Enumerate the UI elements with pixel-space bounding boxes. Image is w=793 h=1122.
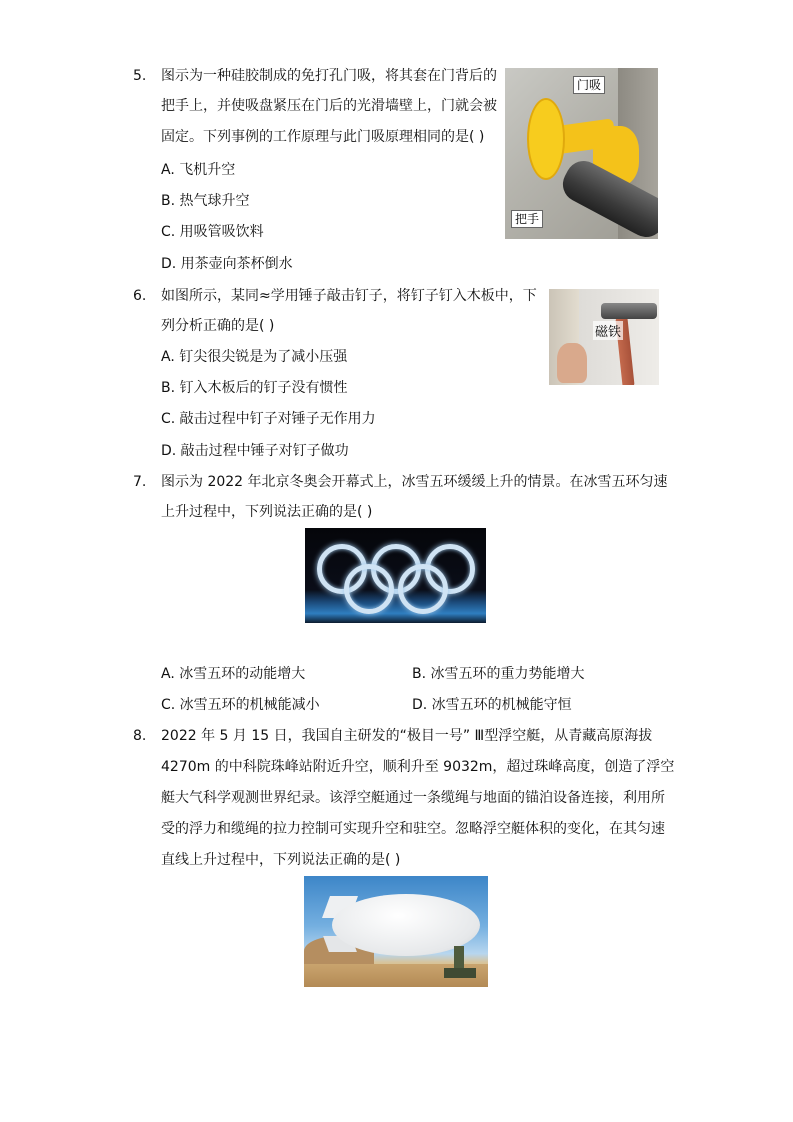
question-text-line: 如图所示，某同≈学用锤子敲击钉子，将钉子钉入木板中，下: [161, 288, 537, 304]
question-text-line: 受的浮力和缆绳的拉力控制可实现升空和驻空。忽略浮空艇体积的变化，在其匀速: [161, 821, 665, 837]
option-c: C. 用吸管吸饮料: [161, 224, 264, 240]
question-text-line: 图示为 2022 年北京冬奥会开幕式上，冰雪五环缓缓上升的情景。在冰雪五环匀速: [161, 474, 668, 490]
question-number: 6.: [133, 288, 147, 304]
suction-cup: [527, 98, 565, 180]
question-number: 8.: [133, 728, 147, 744]
question-text-line: 艇大气科学观测世界纪录。该浮空艇通过一条缆绳与地面的锚泊设备连接，利用所: [161, 790, 665, 806]
option-b: B. 冰雪五环的重力势能增大: [412, 666, 585, 682]
option-d: D. 敲击过程中锤子对钉子做功: [161, 443, 349, 459]
ring-shape: [398, 564, 448, 614]
question-text-line: 图示为一种硅胶制成的免打孔门吸，将其套在门背后的: [161, 68, 497, 84]
option-a: A. 钉尖很尖锐是为了减小压强: [161, 349, 348, 365]
airship-image: [304, 876, 488, 987]
option-c: C. 冰雪五环的机械能减小: [161, 697, 320, 713]
handle-label: 把手: [511, 210, 543, 228]
option-d: D. 冰雪五环的机械能守恒: [412, 697, 572, 713]
question-text-line: 4270m 的中科院珠峰站附近升空，顺利升至 9032m，超过珠峰高度，创造了浮空: [161, 759, 675, 775]
option-a: A. 冰雪五环的动能增大: [161, 666, 306, 682]
door-stop-label: 门吸: [573, 76, 605, 94]
option-a: A. 飞机升空: [161, 162, 236, 178]
option-d: D. 用茶壶向茶杯倒水: [161, 256, 293, 272]
question-text-line: 把手上，并使吸盘紧压在门后的光滑墙壁上，门就会被: [161, 98, 497, 114]
option-b: B. 钉入木板后的钉子没有惯性: [161, 380, 348, 396]
question-text-line: 固定。下列事例的工作原理与此门吸原理相同的是( ): [161, 129, 485, 145]
olympic-rings-image: [305, 528, 486, 623]
option-b: B. 热气球升空: [161, 193, 250, 209]
question-text-line: 直线上升过程中，下列说法正确的是( ): [161, 852, 401, 868]
door-stop-image: [505, 68, 658, 239]
magnet-label: 磁铁: [593, 321, 623, 340]
hand-shape: [557, 343, 587, 383]
question-text-line: 上升过程中，下列说法正确的是( ): [161, 504, 373, 520]
option-c: C. 敲击过程中钉子对锤子无作用力: [161, 411, 376, 427]
question-number: 5.: [133, 68, 147, 84]
question-text-line: 列分析正确的是( ): [161, 318, 275, 334]
ring-shape: [344, 564, 394, 614]
question-number: 7.: [133, 474, 147, 490]
anchor-truck: [444, 968, 476, 978]
question-text-line: 2022 年 5 月 15 日，我国自主研发的“极目一号” Ⅲ型浮空艇，从青藏高原海拔: [161, 728, 653, 744]
hammer-nail-image: [549, 289, 659, 385]
hammer-head: [601, 303, 657, 319]
mooring-tower: [454, 946, 464, 970]
